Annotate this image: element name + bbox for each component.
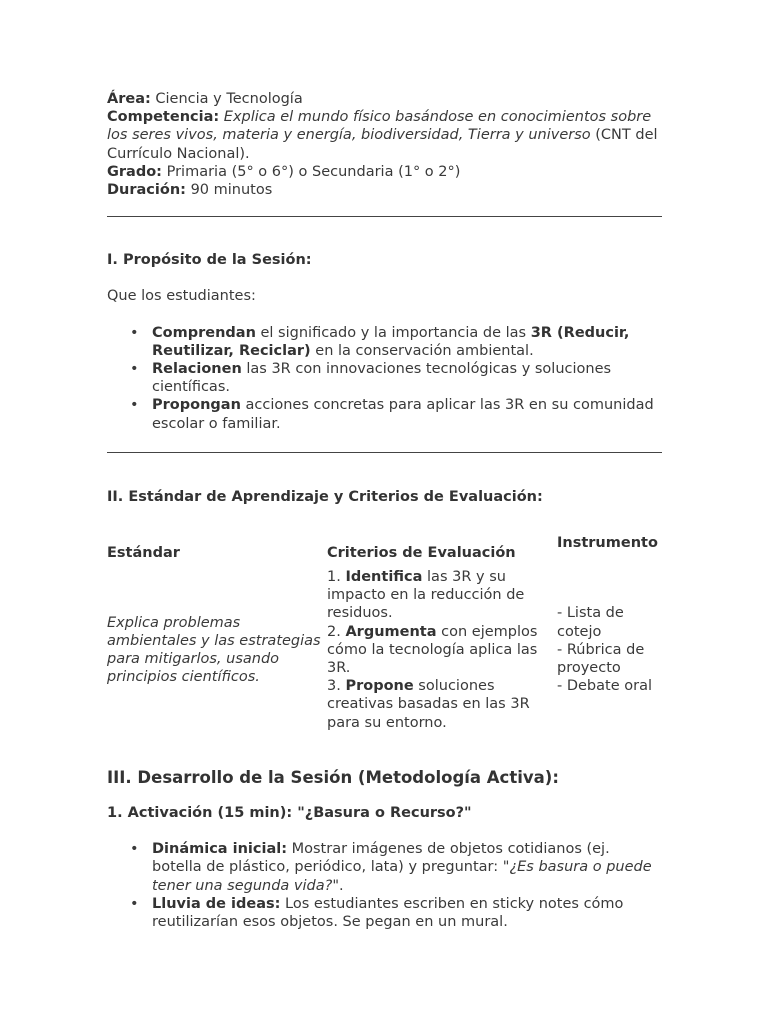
criterio-item <box>327 623 557 678</box>
item-bold: Lluvia de ideas: <box>152 895 281 912</box>
competencia-line <box>107 108 662 163</box>
section3-heading: III. Desarrollo de la Sesión (Metodología Activa): <box>107 767 559 787</box>
criteria-table <box>107 524 662 732</box>
item-text: Los estudiantes escriben en sticky notes cómo reutilizarían esos objetos. Se pegan en un mural. <box>152 895 624 931</box>
competencia-label: Competencia: <box>107 109 220 126</box>
duracion-label: Duración: <box>107 182 186 199</box>
criterio-text: las 3R y su impacto en la reducción de residuos. <box>327 569 525 622</box>
criterio-text: soluciones creativas basadas en las 3R para su entorno. <box>327 678 530 731</box>
table-header-row <box>107 524 662 562</box>
divider-1 <box>107 216 662 217</box>
section1-list <box>107 324 662 433</box>
instrumento-item: - Rúbrica de proyecto <box>557 641 645 677</box>
estandar-cell <box>107 562 327 732</box>
criterio-bold: Propone <box>345 678 414 695</box>
duracion-line <box>107 181 662 199</box>
area-value: Ciencia y Tecnología <box>155 91 303 107</box>
criterio-num: 1. <box>327 569 346 586</box>
instrumentos-cell <box>557 562 662 732</box>
criterio-num: 3. <box>327 678 346 695</box>
list-item <box>152 895 662 931</box>
header-instrumento: Instrumento <box>557 534 658 551</box>
list-item <box>152 324 662 360</box>
area-label: Área: <box>107 91 151 107</box>
competencia-italic: Explica el mundo físico basándose en conocimientos sobre los seres vivos, materia y energía, biodiversidad, Tierra y universo <box>107 109 652 144</box>
item-text: las 3R con innovaciones tecnológicas y soluciones científicas. <box>152 361 612 396</box>
item-text: ". <box>332 877 344 894</box>
header-criterios: Criterios de Evaluación <box>327 544 516 561</box>
document-content <box>107 90 662 931</box>
criterio-bold: Argumenta <box>345 623 437 640</box>
section1-intro: Que los estudiantes: <box>107 288 256 305</box>
item-bold: Propongan <box>152 397 241 414</box>
item-bold: 3R (Reducir, Reutilizar, Reciclar) <box>152 324 630 359</box>
list-item <box>152 396 662 432</box>
grado-line <box>107 163 662 181</box>
criterio-num: 2. <box>327 623 346 640</box>
item-text: el significado y la importancia de las <box>255 324 531 341</box>
grado-value: Primaria (5° o 6°) o Secundaria (1° o 2°) <box>166 163 461 180</box>
divider-2 <box>107 452 662 453</box>
item-italic: ¿Es basura o puede tener una segunda vida? <box>152 859 652 894</box>
area-line <box>107 90 662 108</box>
header-estandar: Estándar <box>107 544 180 561</box>
criterio-text: con ejemplos cómo la tecnología aplica las 3R. <box>327 623 538 677</box>
item-text: acciones concretas para aplicar las 3R en su comunidad escolar o familiar. <box>152 397 654 432</box>
criterios-cell <box>327 562 557 732</box>
list-item <box>152 360 662 396</box>
section3-list <box>107 840 662 931</box>
grado-label: Grado: <box>107 163 162 180</box>
criterio-item <box>327 677 557 732</box>
competencia-suffix: (CNT del Currículo Nacional). <box>107 127 658 162</box>
table-row <box>107 562 662 732</box>
instrumento-item: - Lista de cotejo <box>557 605 624 640</box>
criterio-bold: Identifica <box>345 569 423 586</box>
section3-subheading: 1. Activación (15 min): "¿Basura o Recurso?" <box>107 805 472 822</box>
section2-heading: II. Estándar de Aprendizaje y Criterios de Evaluación: <box>107 488 543 505</box>
item-text: Mostrar imágenes de objetos cotidianos (ej. botella de plástico, periódico, lata) y preguntar: " <box>152 841 610 876</box>
item-text: en la conservación ambiental. <box>310 342 534 359</box>
estandar-text: Explica problemas ambientales y las estrategias para mitigarlos, usando principios científicos. <box>107 614 321 686</box>
list-item <box>152 840 662 895</box>
section1-heading: I. Propósito de la Sesión: <box>107 252 312 269</box>
instrumento-item: - Debate oral <box>557 678 652 695</box>
duracion-value: 90 minutos <box>190 182 273 199</box>
item-bold: Relacionen <box>152 361 242 378</box>
item-bold: Dinámica inicial: <box>152 841 288 858</box>
criterio-item <box>327 568 557 623</box>
item-bold: Comprendan <box>152 324 256 341</box>
